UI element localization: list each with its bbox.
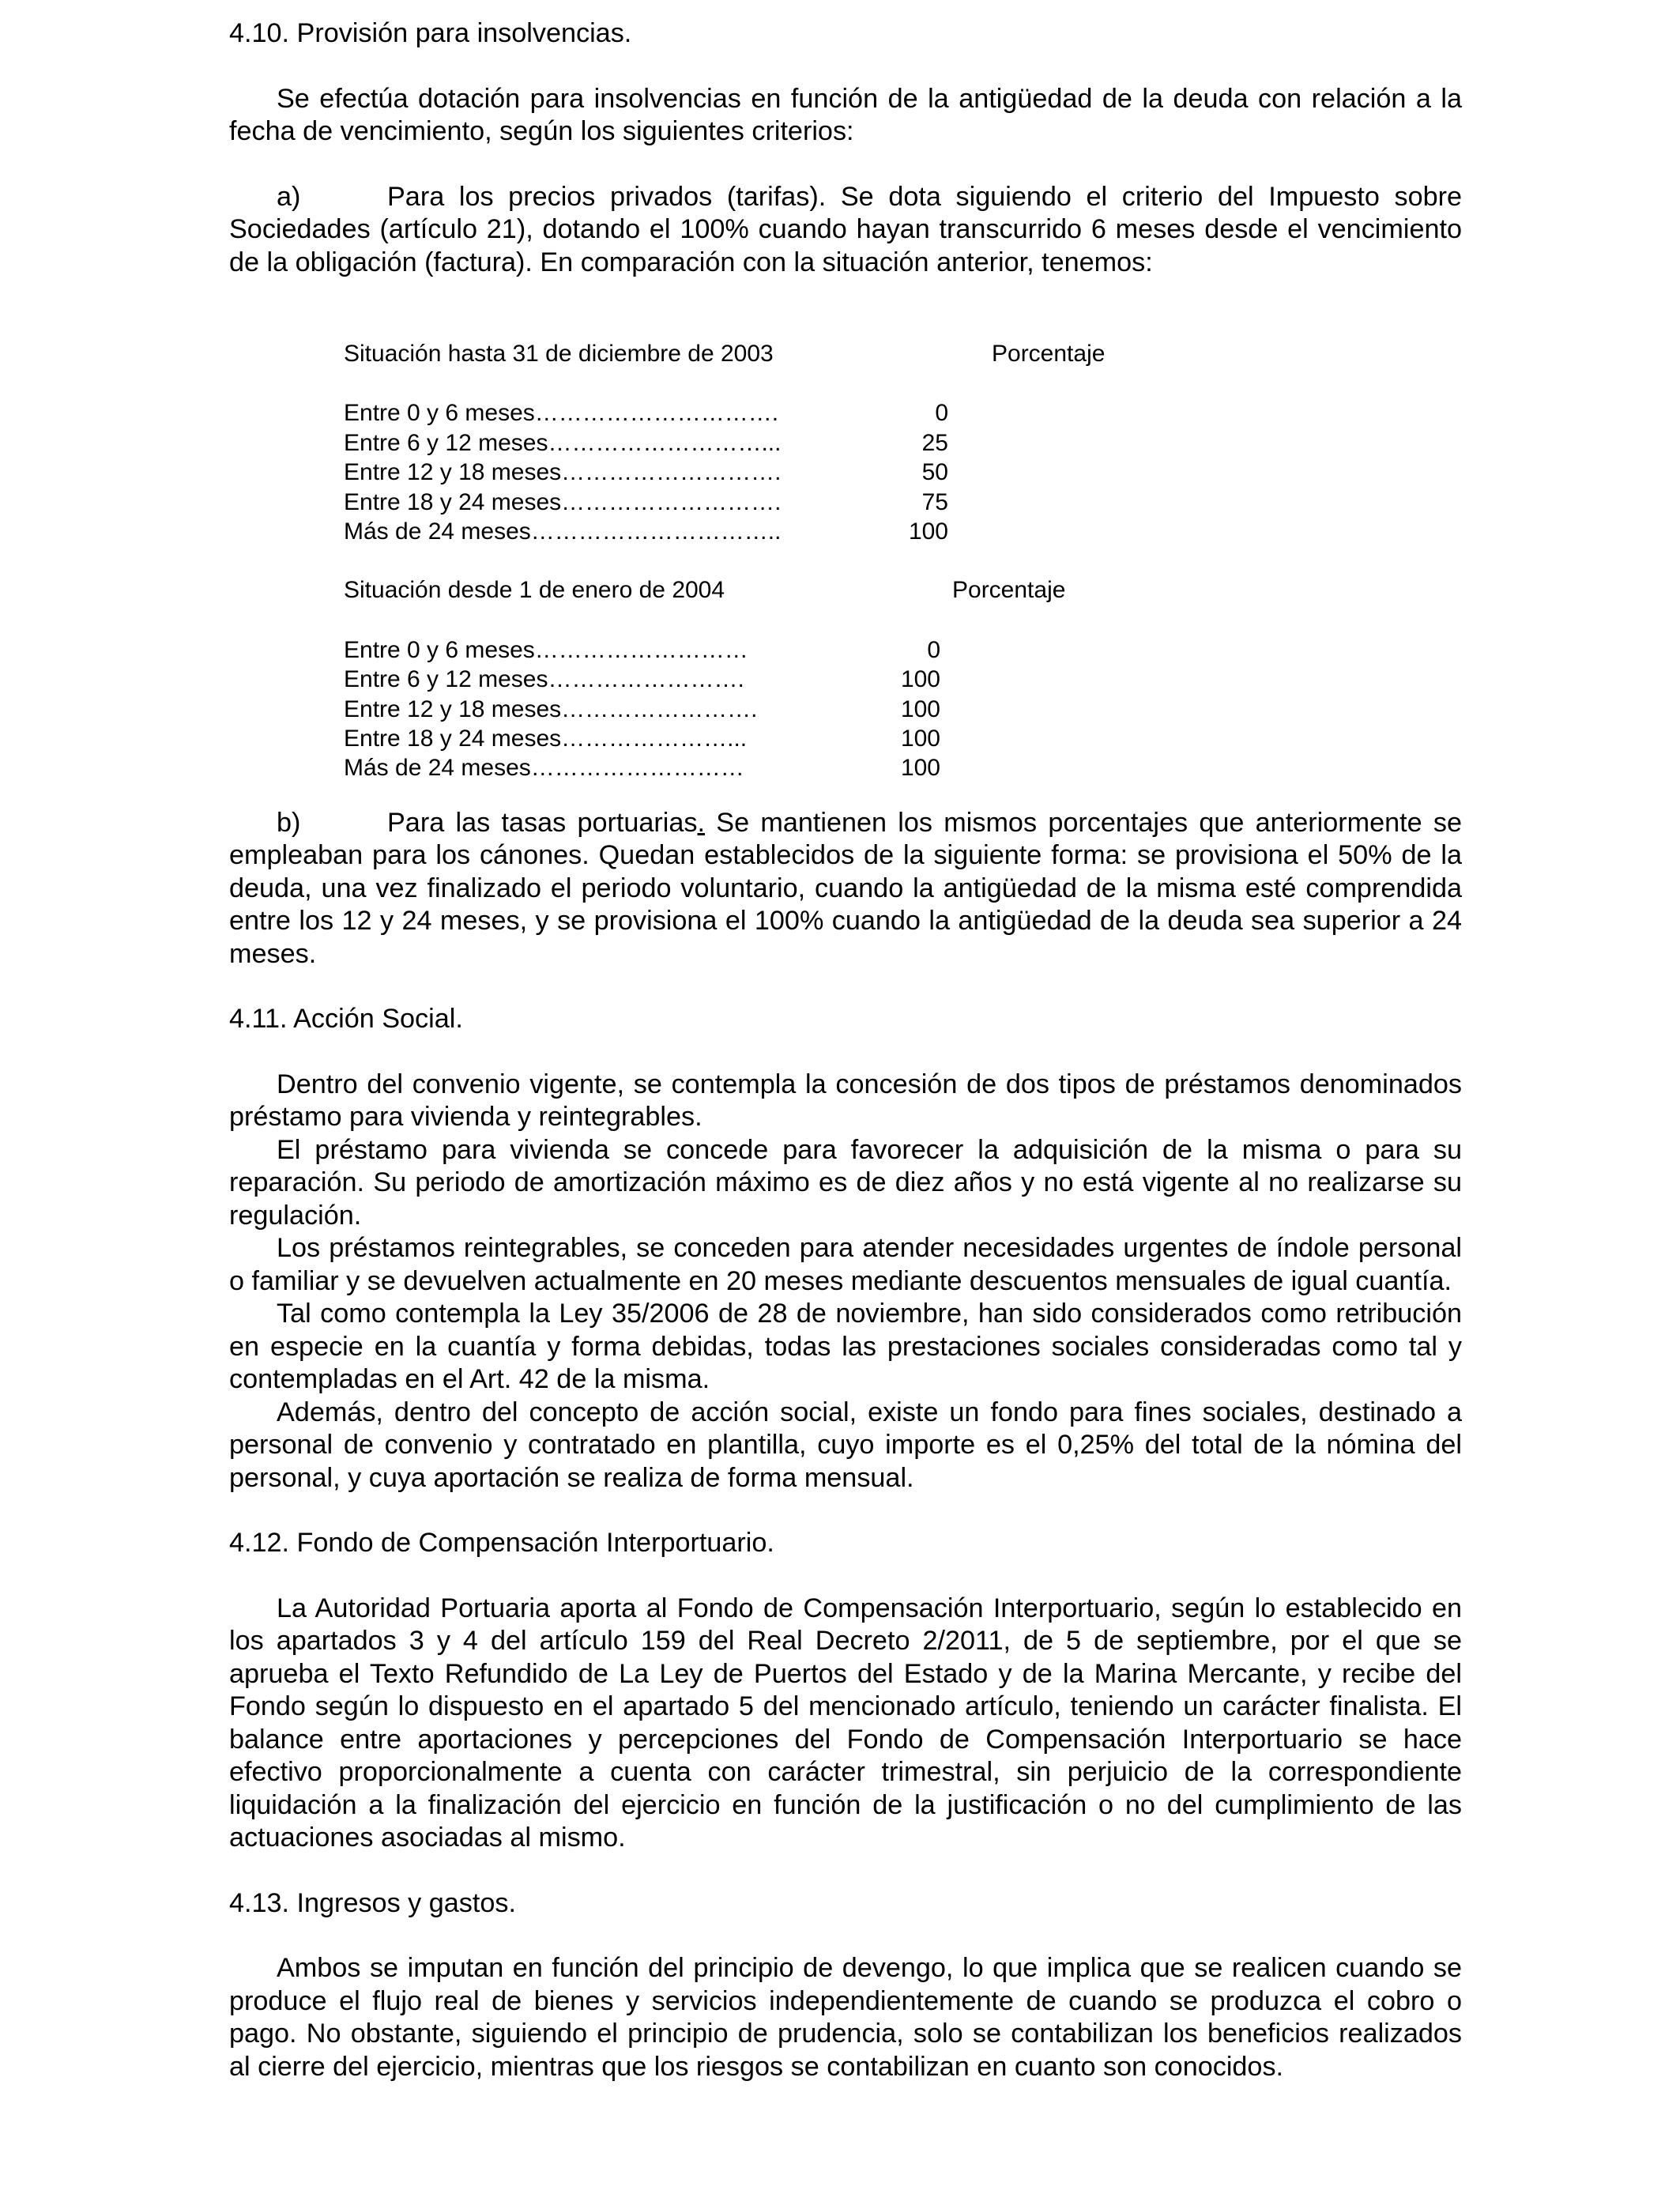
section-4-11-paragraph: Los préstamos reintegrables, se conceden para atender necesidades urgentes de índole personal o familiar y se devuelven actualmente en 20 meses mediante descuentos mensuales de igual cuantía.: [229, 1233, 1462, 1296]
row-label: Más de 24 meses………………………: [344, 755, 744, 782]
table-row: [344, 724, 1134, 753]
row-label: Entre 12 y 18 meses……………………….: [344, 459, 782, 486]
section-heading-4-13: 4.13. Ingresos y gastos.: [229, 1887, 516, 1918]
section-4-11-paragraph: Tal como contempla la Ley 35/2006 de 28 de noviembre, han sido considerados como retribución en especie en la cuantía y forma debidas, todas las prestaciones sociales consideradas como tal y contempladas en el Art. 42 de la misma.: [229, 1299, 1462, 1395]
document-page: [229, 17, 1462, 2083]
table-row: [344, 488, 1134, 517]
row-label: Entre 0 y 6 meses………………………: [344, 636, 748, 663]
table-row: [344, 517, 1134, 546]
row-label: Entre 18 y 24 meses…………………...: [344, 726, 748, 752]
section-4-13-paragraph: Ambos se imputan en función del principio de devengo, lo que implica que se realicen cuando se produce el flujo real de bienes y servicios independientemente de cuando se produzca el cobro o pago. No obstante, siguiendo el principio de prudencia, solo se contabilizan los beneficios realizados al cierre del ejercicio, mientras que los riesgos se contabilizan en cuanto son conocidos.: [229, 1953, 1462, 2082]
row-value: 0: [927, 636, 940, 663]
table-row: [344, 665, 1134, 694]
row-value: 100: [900, 666, 940, 693]
item-a-paragraph: [229, 181, 1462, 280]
row-label: Entre 0 y 6 meses………………………….: [344, 400, 779, 427]
item-b-title: Para las tasas portuarias: [387, 807, 698, 838]
section-heading-4-12: 4.12. Fondo de Compensación Interportuario.: [229, 1528, 774, 1559]
table-row: [344, 398, 1134, 428]
row-label: Entre 18 y 24 meses……………………….: [344, 488, 782, 515]
item-b-paragraph: [229, 807, 1462, 971]
table-header: [344, 575, 1134, 605]
table-header-percentage: Porcentaje: [992, 341, 1106, 367]
section-4-11-paragraph: Dentro del convenio vigente, se contempla la concesión de dos tipos de préstamos denominados préstamo para vivienda y reintegrables.: [229, 1069, 1462, 1133]
row-label: Entre 12 y 18 meses…………………….: [344, 696, 758, 722]
row-value: 100: [900, 726, 940, 752]
table-header-label: Situación desde 1 de enero de 2004: [344, 577, 725, 604]
section-heading-4-11: 4.11. Acción Social.: [229, 1004, 463, 1035]
row-value: 0: [935, 400, 948, 427]
row-value: 25: [921, 429, 948, 456]
row-value: 100: [900, 696, 940, 722]
table-header: [344, 339, 1134, 368]
row-value: 100: [908, 518, 948, 545]
row-value: 75: [921, 488, 948, 515]
section-4-12-paragraph: La Autoridad Portuaria aporta al Fondo de Compensación Interportuario, según lo establecido en los apartados 3 y 4 del artículo 159 del Real Decreto 2/2011, de 5 de septiembre, por el que se aprueba el Texto Refundido de La Ley de Puertos del Estado y de la Marina Mercante, y recibe del Fondo según lo dispuesto en el apartado 5 del mencionado artículo, teniendo un carácter finalista. El balance entre aportaciones y percepciones del Fondo de Compensación Interportuario se hace efectivo proporcionalmente a cuenta con carácter trimestral, sin perjuicio de la correspondiente liquidación a la finalización del ejercicio en función de la justificación o no del cumplimiento de las actuaciones asociadas al mismo.: [229, 1593, 1462, 1853]
item-b-text: Se mantienen los mismos porcentajes que anteriormente se empleaban para los cánones. Quedan establecidos de la siguiente forma: se provisiona el 50% de la deuda, una vez finalizado el periodo voluntario, cuando la antigüedad de la misma esté comprendida entre los 12 y 24 meses, y se provisiona el 100% cuando la antigüedad de la deuda sea superior a 24 meses.: [229, 807, 1462, 969]
section-4-10-intro: Se efectúa dotación para insolvencias en función de la antigüedad de la deuda con relación a la fecha de vencimiento, según los siguientes criterios:: [229, 83, 1462, 146]
table-row: [344, 428, 1134, 458]
section-4-11-paragraph: El préstamo para vivienda se concede para favorecer la adquisición de la misma o para su reparación. Su periodo de amortización máximo es de diez años y no está vigente al no realizarse su regulación.: [229, 1134, 1462, 1231]
row-label: Entre 6 y 12 meses………………………...: [344, 429, 782, 456]
table-row: [344, 753, 1134, 782]
row-value: 50: [921, 459, 948, 486]
table-header-percentage: Porcentaje: [952, 577, 1066, 604]
item-a-text: Para los precios privados (tarifas). Se dota siguiendo el criterio del Impuesto sobre Sociedades (artículo 21), dotando el 100% cuando hayan transcurrido 6 meses desde el vencimiento de la obligación (factura). En comparación con la situación anterior, tenemos:: [229, 181, 1462, 277]
section-4-11-paragraph: Además, dentro del concepto de acción social, existe un fondo para fines sociales, destinado a personal de convenio y contratado en plantilla, cuyo importe es el 0,25% del total de la nómina del personal, y cuya aportación se realiza de forma mensual.: [229, 1397, 1462, 1493]
row-value: 100: [900, 755, 940, 782]
table-row: [344, 695, 1134, 724]
table-row: [344, 635, 1134, 665]
item-a-label: a): [277, 181, 301, 212]
item-b-title-period: .: [697, 807, 705, 838]
table-header-label: Situación hasta 31 de diciembre de 2003: [344, 341, 774, 367]
row-label: Más de 24 meses…………………………..: [344, 518, 782, 545]
provision-table-2003: [344, 339, 1134, 783]
section-heading-4-10: 4.10. Provisión para insolvencias.: [229, 18, 632, 48]
table-row: [344, 458, 1134, 487]
item-b-label: b): [277, 807, 301, 838]
row-label: Entre 6 y 12 meses…………………….: [344, 666, 744, 693]
